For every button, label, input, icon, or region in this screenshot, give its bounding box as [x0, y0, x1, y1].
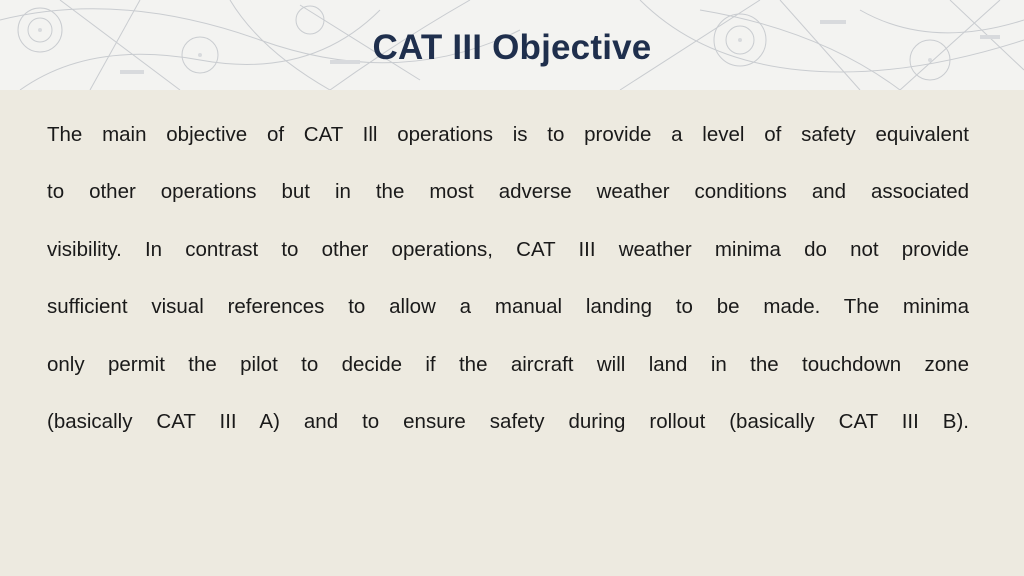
body-line: The main objective of CAT Ill operations is to provide a level of safety equivalent	[47, 123, 969, 146]
body-line: (basically CAT III A) and to ensure safety during rollout (basically CAT III B).	[47, 410, 969, 434]
body-line: visibility. In contrast to other operations, CAT III weather minima do not provide	[47, 237, 969, 261]
slide-title: CAT III Objective	[372, 28, 652, 67]
body-line: to other operations but in the most adverse weather conditions and associated	[47, 180, 969, 204]
body-line: only permit the pilot to decide if the aircraft will land in the touchdown zone	[47, 352, 969, 376]
body-paragraph	[47, 106, 969, 450]
body-line: sufficient visual references to allow a manual landing to be made. The minima	[47, 295, 969, 319]
